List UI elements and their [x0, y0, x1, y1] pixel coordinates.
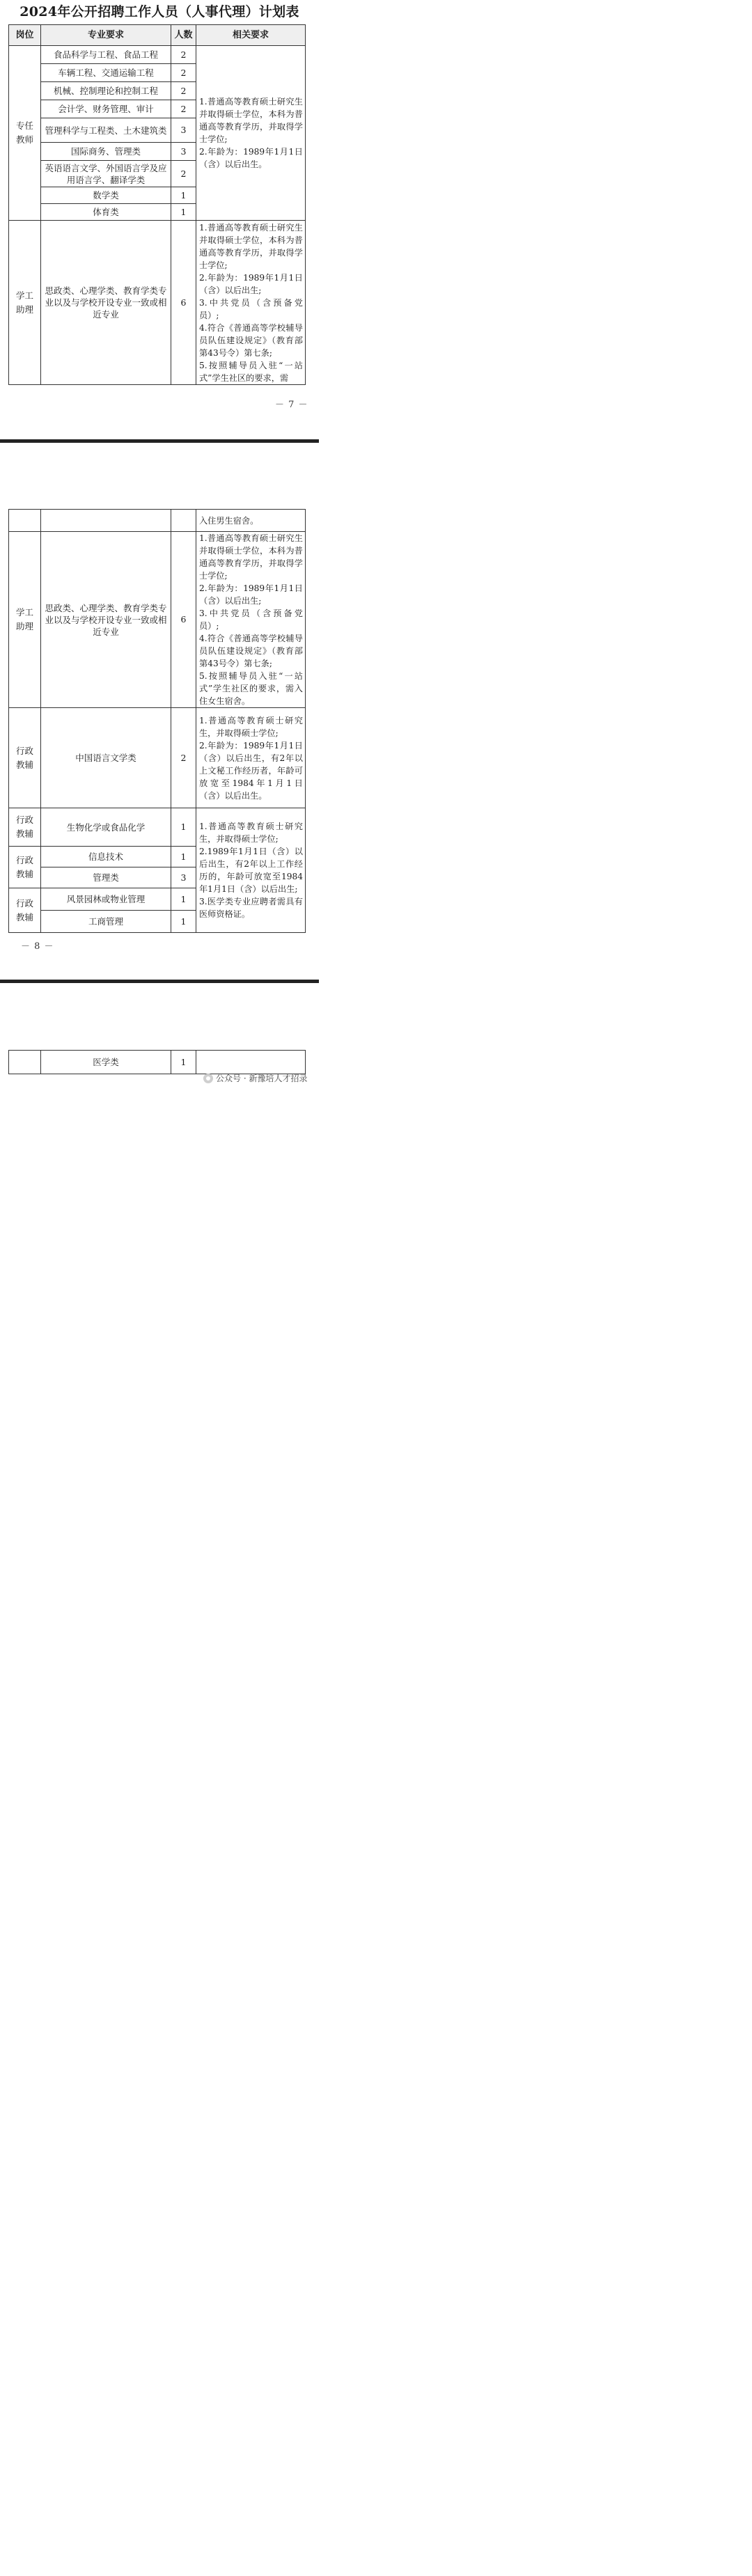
page-title: 2024年公开招聘工作人员（人事代理）计划表 [19, 4, 299, 19]
position-cell: 行政教辅 [9, 708, 41, 808]
major-cell: 管理科学与工程类、土木建筑类 [41, 118, 171, 143]
major-cell: 机械、控制理论和控制工程 [41, 82, 171, 100]
plan-table-page-3 [8, 1050, 306, 1074]
empty-cell [171, 510, 196, 532]
major-cell: 思政类、心理学类、教育学类专业以及与学校开设专业一致或相近专业 [41, 532, 171, 708]
count-cell: 1 [171, 888, 196, 911]
page-number: － 7 － [275, 400, 308, 410]
major-cell: 工商管理 [41, 911, 171, 933]
page-divider [0, 439, 319, 443]
count-cell: 2 [171, 64, 196, 82]
major-cell: 信息技术 [41, 847, 171, 867]
major-cell: 国际商务、管理类 [41, 143, 171, 161]
header-count: 人数 [171, 25, 196, 46]
count-cell: 2 [171, 708, 196, 808]
requirements-cell: 1.普通高等教育硕士研究生，并取得硕士学位; 2.年龄为：1989年1月1日（含）以后出生，有2年以上文秘工作经历者，年龄可放宽至1984年1月1日（含）以后出生。 [196, 708, 306, 808]
requirements-cell: 1.普通高等教育硕士研究生并取得硕士学位，本科为普通高等教育学历，并取得学士学位; 2.年龄为：1989年1月1日（含）以后出生; 3.中共党员（含预备党员）; 4.符合《普通高等学校辅导员队伍建设规定》（教育部第43号令）第七条; 5.按照辅导员入驻“一站式”学生社区的要求，需 [196, 221, 306, 385]
major-cell: 车辆工程、交通运输工程 [41, 64, 171, 82]
major-cell: 思政类、心理学类、教育学类专业以及与学校开设专业一致或相近专业 [41, 221, 171, 385]
position-cell: 行政教辅 [9, 888, 41, 933]
empty-cell [196, 1051, 306, 1074]
major-cell: 中国语言文学类 [41, 708, 171, 808]
watermark [203, 1072, 307, 1084]
major-cell: 医学类 [41, 1051, 171, 1074]
position-cell: 行政教辅 [9, 847, 41, 888]
count-cell: 1 [171, 808, 196, 847]
count-cell: 2 [171, 161, 196, 187]
requirements-cell: 1.普通高等教育硕士研究生并取得硕士学位，本科为普通高等教育学历，并取得学士学位; 2.年龄为：1989年1月1日（含）以后出生。 [196, 46, 306, 221]
header-requirements: 相关要求 [196, 25, 306, 46]
major-cell: 数学类 [41, 187, 171, 204]
position-cell: 专任教师 [9, 46, 41, 221]
position-cell: 学工助理 [9, 532, 41, 708]
position-cell: 行政教辅 [9, 808, 41, 847]
count-cell: 3 [171, 118, 196, 143]
empty-cell [9, 510, 41, 532]
major-cell: 生物化学或食品化学 [41, 808, 171, 847]
major-cell: 管理类 [41, 867, 171, 888]
major-cell: 会计学、财务管理、审计 [41, 100, 171, 118]
major-cell: 食品科学与工程、食品工程 [41, 46, 171, 64]
header-position: 岗位 [9, 25, 41, 46]
plan-table-page-1 [8, 24, 306, 385]
count-cell: 2 [171, 46, 196, 64]
wechat-icon [203, 1074, 213, 1083]
empty-cell [9, 1051, 41, 1074]
count-cell: 1 [171, 1051, 196, 1074]
position-cell: 学工助理 [9, 221, 41, 385]
count-cell: 1 [171, 204, 196, 221]
major-cell: 风景园林或物业管理 [41, 888, 171, 911]
requirements-cell: 1.普通高等教育硕士研究生并取得硕士学位，本科为普通高等教育学历，并取得学士学位; 2.年龄为：1989年1月1日（含）以后出生; 3.中共党员（含预备党员）; 4.符合《普通高等学校辅导员队伍建设规定》（教育部第43号令）第七条; 5.按照辅导员入驻“一站式”学生社区的要求，需入住女生宿舍。 [196, 532, 306, 708]
count-cell: 6 [171, 532, 196, 708]
page-divider [0, 980, 319, 983]
empty-cell [41, 510, 171, 532]
plan-table-page-2 [8, 509, 306, 933]
major-cell: 英语语言文学、外国语言学及应用语言学、翻译学类 [41, 161, 171, 187]
major-cell: 体育类 [41, 204, 171, 221]
count-cell: 1 [171, 187, 196, 204]
requirements-continuation: 入住男生宿舍。 [196, 510, 306, 532]
header-major: 专业要求 [41, 25, 171, 46]
count-cell: 2 [171, 100, 196, 118]
count-cell: 1 [171, 911, 196, 933]
page-number: － 8 － [21, 941, 54, 952]
count-cell: 1 [171, 847, 196, 867]
count-cell: 3 [171, 143, 196, 161]
requirements-cell: 1.普通高等教育硕士研究生，并取得硕士学位; 2.1989年1月1日（含）以后出生，有2年以上工作经历的，年龄可放宽至1984年1月1日（含）以后出生; 3.医学类专业应聘者需具有医师资格证。 [196, 808, 306, 933]
count-cell: 6 [171, 221, 196, 385]
watermark-text: 公众号 · 新豫培人才招录 [216, 1074, 308, 1083]
count-cell: 2 [171, 82, 196, 100]
count-cell: 3 [171, 867, 196, 888]
